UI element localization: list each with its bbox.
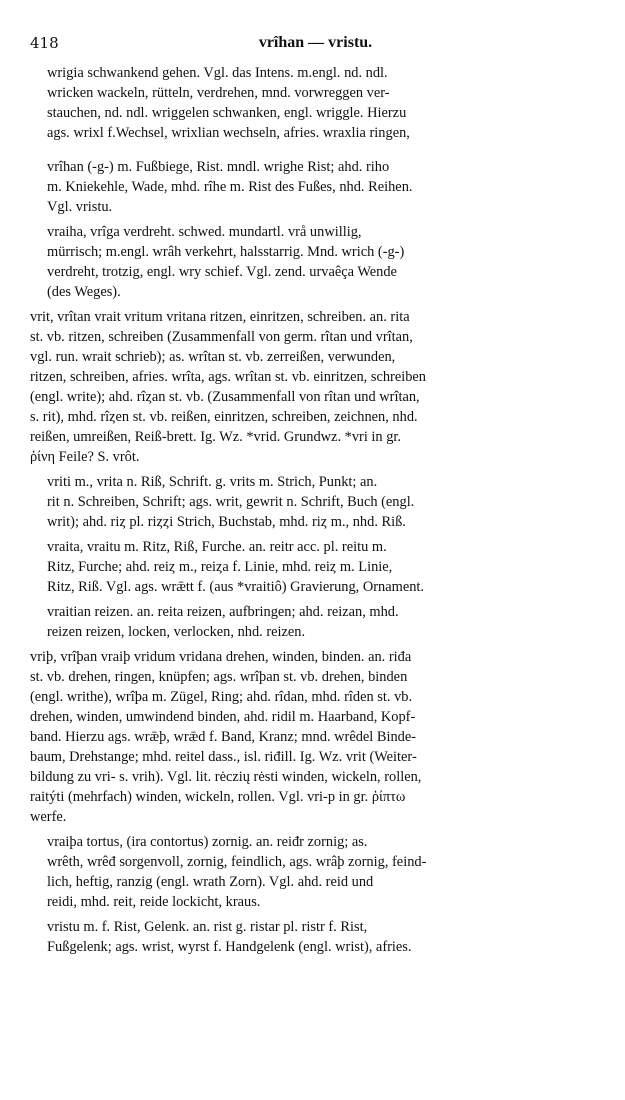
- text-line: st. vb. ritzen, schreiben (Zusammenfall von germ. rîtan und vrîtan,: [30, 329, 413, 345]
- text-line: Vgl. vristu.: [47, 199, 113, 215]
- text-line: wrigia schwankend gehen. Vgl. das Intens. m.engl. nd. ndl.: [47, 65, 388, 81]
- text-line: lich, heftig, ranzig (engl. wrath Zorn). Vgl. ahd. reid und: [47, 874, 374, 890]
- text-line: rit n. Schreiben, Schrift; ags. writ, gewrit n. Schrift, Buch (engl.: [47, 494, 415, 510]
- text-line: verdreht, trotzig, engl. wry schief. Vgl. zend. urvaêça Wende: [47, 264, 397, 280]
- text-line: Ritz, Furche; ahd. reiȥ m., reiȥa f. Linie, mhd. reiȥ m. Linie,: [47, 559, 393, 575]
- text-line: mürrisch; m.engl. wrâh verkehrt, halsstarrig. Mnd. wrich (-g-): [47, 244, 405, 260]
- page-number: 418: [30, 34, 59, 52]
- text-line: ῥίνη Feile? S. vrôt.: [30, 449, 140, 465]
- text-line: reidi, mhd. reit, reide lockicht, kraus.: [47, 894, 261, 910]
- text-line: raitýti (mehrfach) winden, wickeln, rollen. Vgl. vri-p in gr. ῥίπτω: [30, 789, 406, 805]
- text-line: drehen, winden, umwindend binden, ahd. ridil m. Haarband, Kopf-: [30, 709, 416, 725]
- text-line: vraiha, vrîga verdreht. schwed. mundartl. vrå unwillig,: [47, 224, 362, 240]
- text-line: wrêth, wrêđ sorgenvoll, zornig, feindlich, ags. wrâþ zornig, feind-: [47, 854, 427, 870]
- text-line: writ); ahd. riȥ pl. riȥȥi Strich, Buchstab, mhd. riȥ m., nhd. Riß.: [47, 514, 406, 530]
- text-line: vgl. run. wrait schrieb); as. wrîtan st. vb. zerreißen, verwunden,: [30, 349, 396, 365]
- text-line: bildung zu vri- s. vrih). Vgl. lit. rėczių rėsti winden, wickeln, rollen,: [30, 769, 422, 785]
- text-line: vristu m. f. Rist, Gelenk. an. rist g. ristar pl. ristr f. Rist,: [47, 919, 368, 935]
- text-line: vrîhan (-g-) m. Fußbiege, Rist. mndl. wrighe Rist; ahd. riho: [47, 159, 390, 175]
- text-line: stauchen, nd. ndl. wriggelen schwanken, engl. wriggle. Hierzu: [47, 105, 407, 121]
- text-line: ags. wrixl f.Wechsel, wrixlian wechseln, afries. wraxlia ringen,: [47, 125, 410, 141]
- text-line: band. Hierzu ags. wrǣþ, wrǣd f. Band, Kranz; mnd. wrêdel Binde-: [30, 729, 417, 745]
- text-line: m. Kniekehle, Wade, mhd. rîhe m. Rist des Fußes, nhd. Reihen.: [47, 179, 413, 195]
- text-line: Fußgelenk; ags. wrist, wyrst f. Handgelenk (engl. wrist), afries.: [47, 939, 412, 955]
- text-line: s. rit), mhd. rîȥen st. vb. reißen, einritzen, schreiben, zeichnen, nhd.: [30, 409, 418, 425]
- text-line: wricken wackeln, rütteln, verdrehen, mnd. vorwreggen ver-: [47, 85, 390, 101]
- text-line: Ritz, Riß. Vgl. ags. wrǣtt f. (aus *vraitiô) Gravierung, Ornament.: [47, 579, 425, 595]
- text-line: vraitian reizen. an. reita reizen, aufbringen; ahd. reizan, mhd.: [47, 604, 399, 620]
- text-line: werfe.: [30, 809, 67, 825]
- text-line: vraita, vraitu m. Ritz, Riß, Furche. an. reitr acc. pl. reitu m.: [47, 539, 387, 555]
- text-line: (engl. write); ahd. rîȥan st. vb. (Zusammenfall von rîtan und wrîtan,: [30, 389, 420, 405]
- text-line: (engl. writhe), wrîþa m. Zügel, Ring; ahd. rîdan, mhd. rîden st. vb.: [30, 689, 413, 705]
- text-line: ritzen, schreiben, afries. wrîta, ags. wrîtan st. vb. einritzen, schreiben: [30, 369, 426, 385]
- text-line: st. vb. drehen, ringen, knüpfen; ags. wrîþan st. vb. drehen, binden: [30, 669, 408, 685]
- text-line: vrit, vrîtan vrait vritum vritana ritzen, einritzen, schreiben. an. rita: [30, 309, 410, 325]
- text-line: baum, Drehstange; mhd. reitel dass., isl. riđill. Ig. Wz. vrit (Weiter-: [30, 749, 417, 765]
- text-line: (des Weges).: [47, 284, 121, 300]
- text-line: reizen reizen, locken, verlocken, nhd. reizen.: [47, 624, 306, 640]
- text-line: vriþ, vrîþan vraiþ vridum vridana drehen, winden, binden. an. riđa: [30, 649, 412, 665]
- text-line: vraiþa tortus, (ira contortus) zornig. an. reiđr zornig; as.: [47, 834, 368, 850]
- running-head: vrîhan — vristu.: [258, 34, 373, 51]
- page-header: [30, 34, 601, 54]
- text-line: vriti m., vrita n. Riß, Schrift. g. vrits m. Strich, Punkt; an.: [47, 474, 378, 490]
- text-line: reißen, umreißen, Reiß-brett. Ig. Wz. *vrid. Grundwz. *vri in gr.: [30, 429, 401, 445]
